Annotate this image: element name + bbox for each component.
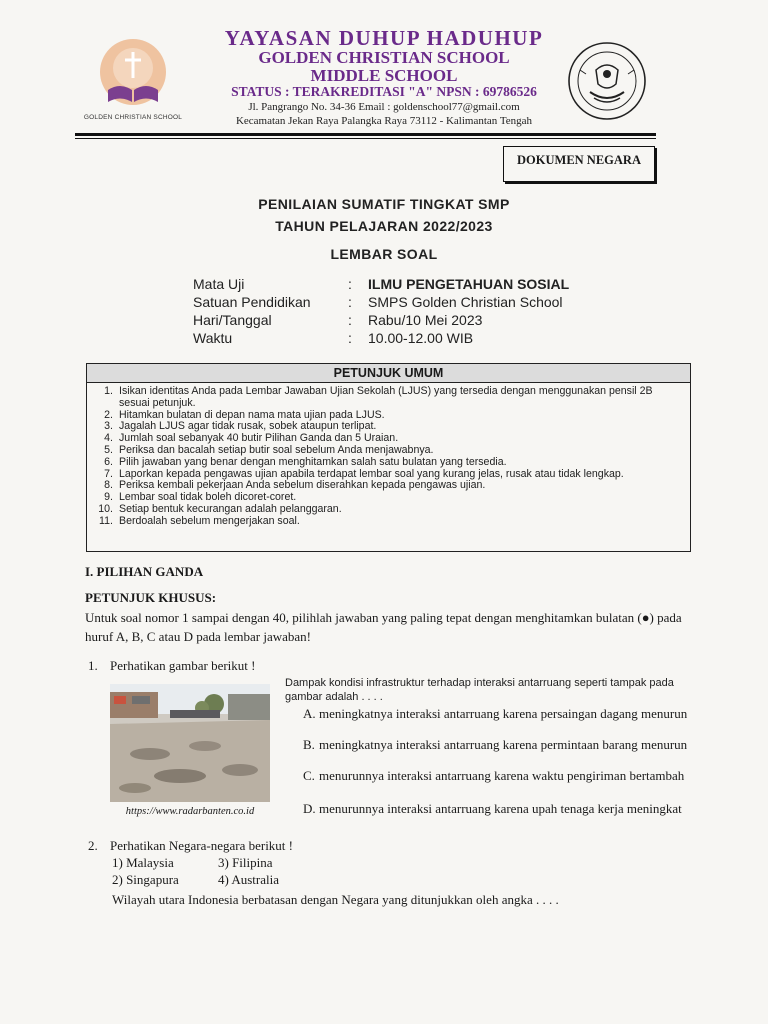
option-text: meningkatnya interaksi antarruang karena permintaan barang menurun xyxy=(319,737,688,752)
academic-year: TAHUN PELAJARAN 2022/2023 xyxy=(275,218,493,234)
option-letter: B. xyxy=(303,737,315,752)
school-address-line1: Jl. Pangrango No. 34-36 Email : goldenschool77@gmail.com xyxy=(248,101,520,113)
option-letter: C. xyxy=(303,768,315,783)
document-classification-box: DOKUMEN NEGARA xyxy=(503,146,655,182)
header-divider-thin xyxy=(75,138,656,139)
question-number: 1. xyxy=(88,658,98,673)
damaged-road-photo xyxy=(110,684,270,802)
option-letter: A. xyxy=(303,706,316,721)
image-source-caption: https://www.radarbanten.co.id xyxy=(125,806,255,817)
logo-caption: GOLDEN CHRISTIAN SCHOOL xyxy=(83,114,183,121)
info-row-date: Hari/Tanggal : Rabu/10 Mei 2023 xyxy=(193,312,483,328)
option-letter: D. xyxy=(303,801,316,816)
question-stem: Dampak kondisi infrastruktur terhadap interaksi antarruang seperti tampak pada gambar adalah . . . . xyxy=(285,677,674,703)
list-item: 1) Malaysia xyxy=(112,855,174,870)
option-text: menurunnya interaksi antarruang karena waktu pengiriman bertambah xyxy=(319,768,685,783)
info-value: 10.00-12.00 WIB xyxy=(368,330,474,346)
list-item: 1. Isikan identitas Anda pada Lembar Jawaban Ujian Sekolah (LJUS) yang tersedia dengan menggunakan pensil 2B sesuai petunjuk. xyxy=(104,385,653,409)
question-prompt: Perhatikan gambar berikut ! xyxy=(110,658,256,673)
list-item: 3) Filipina xyxy=(218,855,273,870)
list-item: 2) Singapura xyxy=(112,872,179,887)
special-instructions-text: Untuk soal nomor 1 sampai dengan 40, pilihlah jawaban yang paling tepat dengan menghitamkan bulatan (●) pada huruf A, B, C atau D pada lembar jawaban! xyxy=(85,610,682,644)
list-item: 5. Periksa dan bacalah setiap butir soal sebelum Anda menjawabnya. xyxy=(104,443,434,456)
list-item: 3. Jagalah LJUS agar tidak rusak, sobek ataupun terlipat. xyxy=(104,420,377,433)
school-name: GOLDEN CHRISTIAN SCHOOL xyxy=(258,48,510,67)
question-prompt: Perhatikan Negara-negara berikut ! xyxy=(110,838,293,853)
question-text: Wilayah utara Indonesia berbatasan dengan Negara yang ditunjukkan oleh angka . . . . xyxy=(112,892,559,907)
foundation-name: YAYASAN DUHUP HADUHUP xyxy=(224,26,544,50)
info-label: Mata Uji xyxy=(193,276,245,292)
list-item: 10. Setiap bentuk kecurangan adalah pelanggaran. xyxy=(98,502,342,515)
accreditation-status: STATUS : TERAKREDITASI "A" NPSN : 69786526 xyxy=(231,84,537,99)
special-instructions-heading: PETUNJUK KHUSUS: xyxy=(85,590,217,605)
list-item: 9. Lembar soal tidak boleh dicoret-coret. xyxy=(104,491,297,504)
general-instructions-title: PETUNJUK UMUM xyxy=(87,364,690,383)
list-item: 8. Periksa kembali pekerjaan Anda sebelum diserahkan kepada pengawas ujian. xyxy=(104,479,486,492)
list-item: 4) Australia xyxy=(218,872,280,887)
list-item: 4. Jumlah soal sebanyak 40 butir Pilihan Ganda dan 5 Uraian. xyxy=(104,432,399,445)
school-level: MIDDLE SCHOOL xyxy=(310,66,458,85)
info-label: Waktu xyxy=(193,330,233,346)
info-value: SMPS Golden Christian School xyxy=(368,294,563,310)
school-logo xyxy=(96,38,170,112)
info-row-unit: Satuan Pendidikan : SMPS Golden Christian School xyxy=(193,294,563,310)
list-item: 6. Pilih jawaban yang benar dengan menghitamkan salah satu bulatan yang tersedia. xyxy=(104,455,507,468)
info-value: Rabu/10 Mei 2023 xyxy=(368,312,483,328)
info-row-time: Waktu : 10.00-12.00 WIB xyxy=(193,330,474,346)
section-heading: I. PILIHAN GANDA xyxy=(85,564,204,579)
list-item: 11. Berdoalah sebelum mengerjakan soal. xyxy=(99,514,300,527)
tut-wuri-handayani-logo xyxy=(566,40,648,122)
question-number: 2. xyxy=(88,838,98,853)
school-address-line2: Kecamatan Jekan Raya Palangka Raya 73112 - Kalimantan Tengah xyxy=(235,115,533,127)
sheet-title: LEMBAR SOAL xyxy=(330,246,438,262)
general-instructions-list xyxy=(87,386,683,528)
list-item: 7. Laporkan kepada pengawas ujian apabila terdapat lembar soal yang kurang jelas, rusak atau tidak lengkap. xyxy=(104,467,624,480)
option-text: meningkatnya interaksi antarruang karena persaingan dagang menurun xyxy=(319,706,688,721)
header-divider xyxy=(75,133,656,136)
info-value: ILMU PENGETAHUAN SOSIAL xyxy=(368,276,570,292)
option-text: menurunnya interaksi antarruang karena upah tenaga kerja meningkat xyxy=(319,801,682,816)
info-label: Satuan Pendidikan xyxy=(193,294,311,310)
info-label: Hari/Tanggal xyxy=(193,312,272,328)
list-item: 2. Hitamkan bulatan di depan nama mata ujian pada LJUS. xyxy=(104,408,385,421)
info-row-subject: Mata Uji : ILMU PENGETAHUAN SOSIAL xyxy=(193,276,570,292)
exam-title: PENILAIAN SUMATIF TINGKAT SMP xyxy=(258,196,510,212)
general-instructions-box xyxy=(86,363,691,552)
